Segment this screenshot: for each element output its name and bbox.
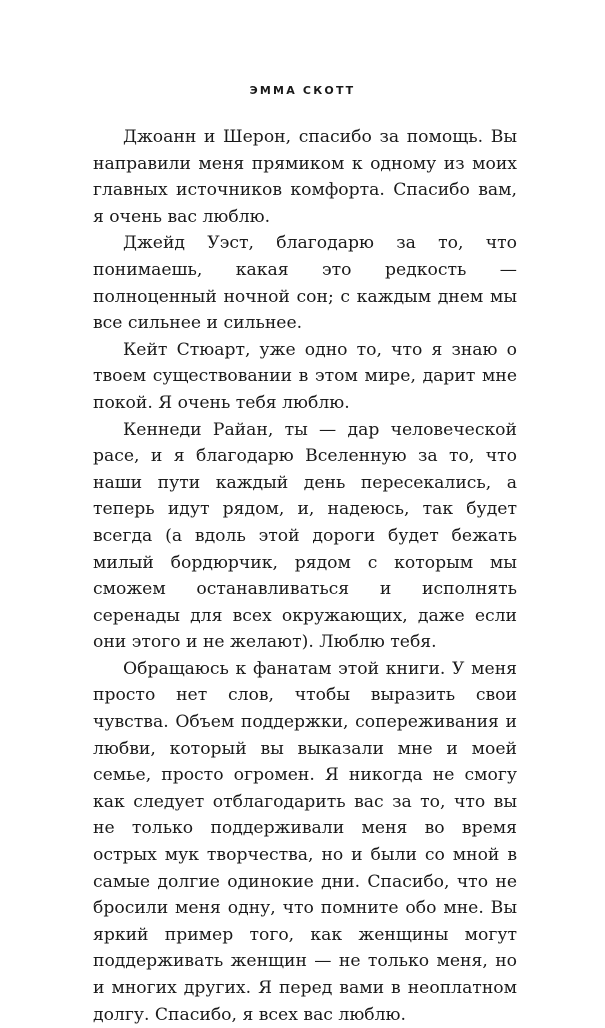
paragraph-1: Джоанн и Шерон, спасибо за помощь. Вы направили меня прямиком к одному из моих главных источников комфорта. Спасибо вам, я очень вас люблю. xyxy=(93,127,517,227)
paragraph-4: Кеннеди Райан, ты — дар человеческой расе, и я благодарю Вселенную за то, что наши пути каждый день пересекались, а теперь идут рядом, и, надеюсь, так будет всегда (а вдоль этой дороги будет бежать милый бордюрчик, рядом с которым мы сможем останавливаться и исполнять серенады для всех окружающих, даже если они этого и не желают). Люблю тебя. xyxy=(93,419,517,653)
paragraph-3: Кейт Стюарт, уже одно то, что я знаю о твоем существовании в этом мире, дарит мне покой. Я очень тебя люблю. xyxy=(93,339,517,413)
body-text xyxy=(93,124,517,1028)
paragraph-2: Джейд Уэст, благодарю за то, что понимаешь, какая это редкость — полноценный ночной сон; с каждым днем мы все сильнее и сильнее. xyxy=(93,233,517,334)
paragraph-5: Обращаюсь к фанатам этой книги. У меня просто нет слов, чтобы выразить свои чувства. Объем поддержки, сопереживания и любви, который вы выказали мне и моей семье, просто огромен. Я никогда не смогу как следует отблагодарить вас за то, что вы не только поддерживали меня во время острых мук творчества, но и были со мной в самые долгие одинокие дни. Спасибо, что не бросили меня одну, что помните обо мне. Вы яркий пример того, как женщины могут поддерживать женщин — не только меня, но и многих других. Я перед вами в неоплатном долгу. Спасибо, я всех вас люблю. xyxy=(93,658,517,1025)
running-head: ЭММА СКОТТ xyxy=(249,84,356,97)
